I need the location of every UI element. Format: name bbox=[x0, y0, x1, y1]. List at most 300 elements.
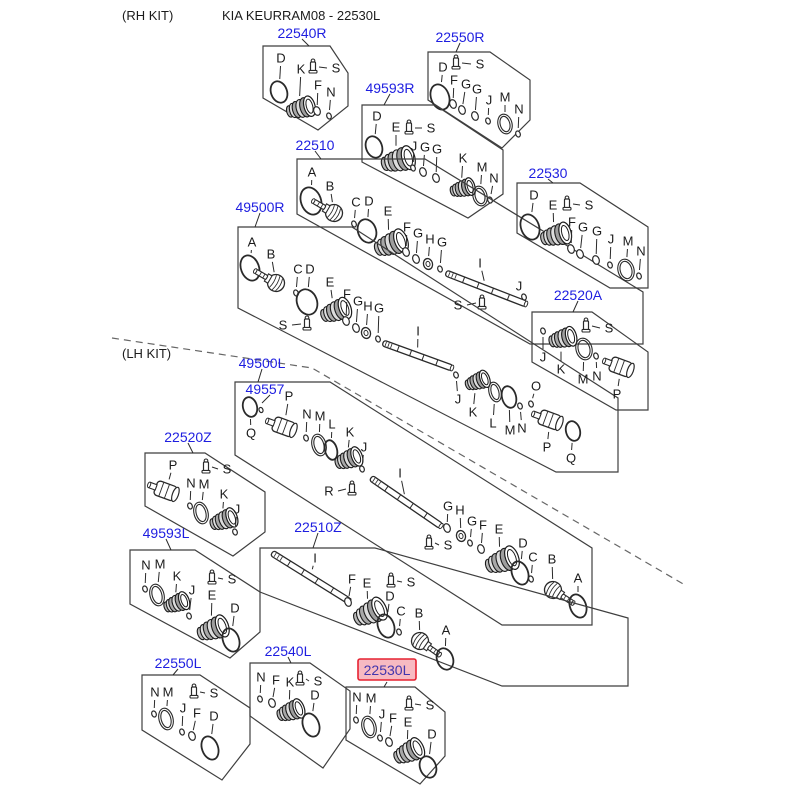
part-letter-M: M bbox=[154, 556, 166, 572]
letter-leader bbox=[581, 235, 582, 248]
letter-leader bbox=[532, 565, 533, 573]
part-letter-I: I bbox=[478, 255, 482, 271]
part-letter-J: J bbox=[454, 391, 462, 407]
part-letter-F: F bbox=[343, 286, 351, 302]
letter-leader bbox=[176, 584, 177, 592]
part-letter-G: G bbox=[352, 293, 364, 309]
bolt-icon bbox=[563, 196, 571, 210]
letter-leader bbox=[471, 529, 472, 537]
part-letter-B: B bbox=[414, 605, 424, 621]
small-ring-glyph bbox=[515, 130, 521, 137]
ring-glyph bbox=[564, 420, 583, 443]
letter-leader bbox=[329, 100, 330, 110]
bolt-icon bbox=[303, 316, 311, 330]
part-letter-C: C bbox=[293, 261, 303, 277]
part-letter-D: D bbox=[385, 588, 395, 604]
letter-leader bbox=[596, 239, 597, 254]
bolt-icon bbox=[309, 59, 317, 73]
small-ring-glyph bbox=[353, 716, 359, 723]
part-letter-Q: Q bbox=[565, 450, 577, 466]
bolt-icon bbox=[387, 573, 395, 587]
part-number-label-49500L[interactable]: 49500L bbox=[238, 355, 286, 371]
bolt-icon bbox=[202, 459, 210, 473]
part-letter-A: A bbox=[307, 164, 317, 180]
small-ring-glyph bbox=[636, 272, 642, 279]
part-letter-F: F bbox=[193, 705, 201, 721]
bolt-icon bbox=[425, 535, 433, 549]
part-letter-C: C bbox=[528, 549, 538, 565]
bolt-icon bbox=[208, 570, 216, 584]
part-letter-J: J bbox=[485, 92, 493, 108]
part-letter-I: I bbox=[313, 550, 317, 566]
letter-leader bbox=[338, 489, 346, 491]
part-letter-J: J bbox=[188, 582, 196, 598]
part-letter-N: N bbox=[636, 243, 646, 259]
part-number-label-22520A[interactable]: 22520A bbox=[553, 287, 603, 303]
part-letter-G: G bbox=[436, 234, 448, 250]
bolt-icon bbox=[478, 295, 486, 309]
part-letter-M: M bbox=[314, 408, 326, 424]
part-number-label-22550L[interactable]: 22550L bbox=[154, 655, 202, 671]
part-letter-S: S bbox=[425, 697, 435, 713]
small-ring-glyph bbox=[607, 261, 613, 268]
part-letter-M: M bbox=[504, 422, 516, 438]
letter-leader bbox=[462, 166, 463, 178]
letter-leader bbox=[158, 572, 159, 582]
letter-leader bbox=[532, 203, 533, 212]
part-number-label-22550R[interactable]: 22550R bbox=[435, 29, 485, 45]
part-letter-D: D bbox=[209, 708, 219, 724]
letter-leader bbox=[313, 703, 314, 711]
letter-leader bbox=[494, 404, 495, 415]
label-leader bbox=[313, 533, 318, 548]
letter-leader bbox=[481, 175, 482, 184]
small-ring-glyph bbox=[457, 105, 466, 115]
letter-leader bbox=[190, 598, 191, 610]
part-letter-G: G bbox=[419, 139, 431, 155]
letter-leader bbox=[416, 241, 417, 253]
part-letter-J: J bbox=[410, 138, 418, 154]
part-letter-S: S bbox=[475, 56, 485, 72]
part-letter-N: N bbox=[514, 101, 524, 117]
small-ring-glyph bbox=[528, 400, 534, 407]
bolt-icon bbox=[582, 318, 590, 332]
ring-glyph bbox=[198, 734, 221, 762]
letter-leader bbox=[306, 679, 309, 681]
letter-leader bbox=[312, 566, 313, 569]
part-letter-M: M bbox=[198, 476, 210, 492]
small-ring-glyph bbox=[431, 173, 440, 183]
part-number-label-49593L[interactable]: 49593L bbox=[142, 525, 190, 541]
ring-glyph bbox=[241, 396, 260, 419]
part-letter-J: J bbox=[539, 349, 547, 365]
part-letter-N: N bbox=[256, 669, 266, 685]
letter-leader bbox=[348, 440, 349, 448]
part-letter-D: D bbox=[518, 535, 528, 551]
bolt-icon bbox=[296, 671, 304, 685]
ring-glyph bbox=[156, 707, 175, 732]
small-ring-glyph bbox=[267, 698, 276, 708]
small-ring-glyph bbox=[411, 254, 420, 264]
part-letter-G: G bbox=[466, 513, 478, 529]
part-letter-E: E bbox=[494, 521, 504, 537]
part-letter-D: D bbox=[310, 687, 320, 703]
outer-joint-glyph bbox=[308, 193, 346, 225]
letter-leader bbox=[273, 688, 275, 697]
small-ring-glyph bbox=[442, 523, 451, 533]
part-letter-B: B bbox=[547, 551, 557, 567]
bolt-icon bbox=[452, 55, 460, 69]
part-letter-M: M bbox=[365, 690, 377, 706]
letter-leader bbox=[356, 309, 357, 322]
bushing-glyph bbox=[360, 327, 372, 340]
letter-leader bbox=[331, 290, 332, 298]
letter-leader bbox=[521, 412, 522, 420]
ring-glyph bbox=[499, 385, 518, 410]
letter-leader bbox=[300, 77, 301, 96]
part-letter-A: A bbox=[573, 570, 583, 586]
letter-leader bbox=[296, 277, 297, 287]
letter-leader bbox=[533, 394, 534, 399]
small-ring-glyph bbox=[326, 112, 332, 119]
letter-leader bbox=[548, 432, 549, 439]
part-letter-H: H bbox=[455, 502, 465, 518]
part-letter-N: N bbox=[592, 368, 602, 384]
small-ring-glyph bbox=[566, 244, 575, 254]
part-letter-F: F bbox=[450, 72, 458, 88]
letter-leader bbox=[397, 581, 402, 582]
letter-leader bbox=[402, 481, 405, 494]
cv-boot-glyph bbox=[547, 325, 579, 352]
part-letter-N: N bbox=[141, 557, 151, 573]
letter-leader bbox=[218, 578, 223, 579]
part-number-label-49500R[interactable]: 49500R bbox=[235, 199, 285, 215]
part-letter-S: S bbox=[443, 537, 453, 553]
label-leader bbox=[384, 682, 387, 687]
cv-boot-glyph bbox=[390, 735, 428, 768]
part-letter-G: G bbox=[471, 81, 483, 97]
letter-leader bbox=[272, 262, 274, 272]
letter-leader bbox=[355, 210, 356, 218]
letter-leader bbox=[292, 324, 301, 325]
axle-shaft-glyph bbox=[369, 476, 444, 530]
part-letter-E: E bbox=[548, 197, 558, 213]
letter-leader bbox=[429, 247, 430, 256]
small-ring-glyph bbox=[257, 695, 263, 702]
small-ring-glyph bbox=[467, 539, 473, 546]
part-number-label-22530[interactable]: 22530 bbox=[528, 165, 568, 181]
letter-leader bbox=[415, 704, 421, 705]
letter-leader bbox=[370, 706, 371, 714]
letter-leader bbox=[462, 63, 471, 64]
letter-leader bbox=[378, 316, 379, 333]
small-ring-glyph bbox=[437, 265, 443, 272]
part-letter-K: K bbox=[458, 150, 468, 166]
part-letter-N: N bbox=[302, 406, 312, 422]
letter-leader bbox=[193, 721, 195, 730]
letter-leader bbox=[430, 742, 431, 754]
part-letter-Q: Q bbox=[245, 425, 257, 441]
part-letter-B: B bbox=[266, 246, 276, 262]
ring-glyph bbox=[297, 184, 325, 217]
part-letter-G: G bbox=[591, 223, 603, 239]
part-letter-C: C bbox=[396, 603, 406, 619]
part-letter-F: F bbox=[568, 214, 576, 230]
ring-glyph bbox=[237, 253, 263, 284]
small-ring-glyph bbox=[359, 465, 365, 472]
part-letter-G: G bbox=[577, 219, 589, 235]
letter-leader bbox=[592, 326, 600, 328]
part-letter-M: M bbox=[499, 89, 511, 105]
part-letter-G: G bbox=[412, 225, 424, 241]
part-letter-H: H bbox=[363, 298, 373, 314]
letter-leader bbox=[233, 616, 234, 626]
small-ring-glyph bbox=[187, 502, 193, 509]
part-letter-F: F bbox=[314, 77, 322, 93]
letter-leader bbox=[202, 492, 203, 500]
letter-leader bbox=[456, 381, 457, 391]
page-title: KIA KEURRAM08 - 22530L bbox=[222, 8, 381, 23]
letter-leader bbox=[286, 404, 288, 415]
part-letter-K: K bbox=[285, 674, 295, 690]
part-letter-P: P bbox=[542, 439, 552, 455]
part-letter-N: N bbox=[326, 84, 336, 100]
letter-leader bbox=[627, 249, 628, 257]
letter-leader bbox=[463, 92, 465, 104]
bolt-icon bbox=[405, 696, 413, 710]
small-ring-glyph bbox=[575, 249, 584, 259]
part-letter-G: G bbox=[431, 141, 443, 157]
part-letter-K: K bbox=[345, 424, 355, 440]
outer-joint-glyph bbox=[408, 629, 446, 662]
part-letter-I: I bbox=[398, 465, 402, 481]
part-number-label-22510Z[interactable]: 22510Z bbox=[294, 519, 342, 535]
small-ring-glyph bbox=[485, 117, 491, 124]
letter-leader bbox=[400, 619, 401, 626]
part-letter-B: B bbox=[325, 178, 335, 194]
part-letter-A: A bbox=[247, 234, 257, 250]
part-letter-F: F bbox=[479, 517, 487, 533]
letter-leader bbox=[573, 204, 580, 205]
letter-leader bbox=[491, 186, 492, 194]
part-letter-S: S bbox=[227, 571, 237, 587]
letter-leader bbox=[475, 97, 476, 110]
letter-leader bbox=[212, 467, 218, 469]
letter-leader bbox=[436, 157, 437, 172]
part-number-label-49593R[interactable]: 49593R bbox=[365, 80, 415, 96]
part-letter-K: K bbox=[296, 61, 306, 77]
letter-leader bbox=[368, 209, 369, 217]
part-letter-E: E bbox=[391, 119, 401, 135]
part-letter-G: G bbox=[460, 76, 472, 92]
part-letter-D: D bbox=[427, 726, 437, 742]
letter-leader bbox=[200, 692, 205, 693]
small-ring-glyph bbox=[187, 731, 196, 741]
part-letter-J: J bbox=[515, 278, 523, 294]
bushing-glyph bbox=[455, 530, 467, 543]
part-letter-R: R bbox=[324, 483, 334, 499]
ring-glyph bbox=[517, 212, 543, 243]
part-letter-P: P bbox=[168, 457, 178, 473]
bolt-icon bbox=[190, 684, 198, 698]
part-letter-J: J bbox=[378, 706, 386, 722]
small-ring-glyph bbox=[375, 335, 381, 342]
inner-joint-glyph bbox=[600, 353, 636, 378]
ring-glyph bbox=[363, 134, 386, 160]
letter-leader bbox=[331, 194, 332, 202]
small-ring-glyph bbox=[258, 407, 263, 413]
small-ring-glyph bbox=[377, 734, 383, 741]
small-ring-glyph bbox=[517, 402, 523, 409]
letter-leader bbox=[618, 379, 619, 386]
part-letter-P: P bbox=[612, 386, 622, 402]
cv-boot-glyph bbox=[161, 590, 192, 616]
small-ring-glyph bbox=[384, 737, 393, 747]
ring-glyph bbox=[268, 79, 291, 105]
part-letter-F: F bbox=[348, 571, 356, 587]
letter-leader bbox=[482, 271, 484, 281]
letter-leader bbox=[367, 314, 368, 325]
part-number-label-22540R[interactable]: 22540R bbox=[277, 25, 327, 41]
part-letter-S: S bbox=[278, 317, 288, 333]
letter-leader bbox=[639, 259, 640, 270]
part-letter-N: N bbox=[186, 475, 196, 491]
part-letter-O: O bbox=[530, 378, 542, 394]
letter-leader bbox=[169, 473, 171, 480]
part-letter-J: J bbox=[233, 501, 241, 517]
letter-leader bbox=[380, 722, 381, 732]
bolt-icon bbox=[348, 481, 356, 495]
small-ring-glyph bbox=[186, 612, 192, 619]
part-letter-M: M bbox=[622, 233, 634, 249]
inner-joint-glyph bbox=[263, 413, 299, 438]
part-letter-K: K bbox=[172, 568, 182, 584]
label-leader bbox=[255, 213, 260, 227]
part-letter-S: S bbox=[584, 197, 594, 213]
part-letter-S: S bbox=[406, 574, 416, 590]
part-number-label-22540L[interactable]: 22540L bbox=[264, 643, 312, 659]
part-letter-F: F bbox=[403, 219, 411, 235]
part-letter-S: S bbox=[331, 60, 341, 76]
part-letter-E: E bbox=[207, 587, 217, 603]
part-letter-S: S bbox=[604, 320, 614, 336]
small-ring-glyph bbox=[351, 323, 360, 333]
part-letter-D: D bbox=[364, 193, 374, 209]
small-ring-glyph bbox=[453, 371, 459, 378]
part-letter-J: J bbox=[179, 700, 187, 716]
part-letter-S: S bbox=[209, 685, 219, 701]
letter-leader bbox=[308, 277, 309, 287]
small-ring-glyph bbox=[470, 111, 479, 121]
part-letter-D: D bbox=[529, 187, 539, 203]
part-number-label-22520Z[interactable]: 22520Z bbox=[164, 429, 212, 445]
bolt-icon bbox=[405, 120, 413, 134]
inner-joint-glyph bbox=[529, 406, 565, 431]
part-letter-N: N bbox=[517, 420, 527, 436]
part-letter-E: E bbox=[325, 274, 335, 290]
small-ring-glyph bbox=[303, 434, 309, 441]
letter-leader bbox=[572, 443, 573, 450]
part-letter-S: S bbox=[222, 461, 232, 477]
part-letter-E: E bbox=[403, 714, 413, 730]
part-letter-D: D bbox=[276, 50, 286, 66]
small-ring-glyph bbox=[418, 167, 427, 177]
letter-leader bbox=[441, 75, 442, 82]
part-letter-D: D bbox=[305, 261, 315, 277]
part-letter-E: E bbox=[362, 575, 372, 591]
part-letter-A: A bbox=[441, 622, 451, 638]
part-letter-I: I bbox=[416, 323, 420, 339]
letter-leader bbox=[319, 67, 327, 68]
letter-leader bbox=[390, 726, 392, 736]
letter-leader bbox=[435, 543, 439, 545]
letter-leader bbox=[521, 551, 522, 559]
letter-leader bbox=[423, 155, 424, 166]
part-letter-F: F bbox=[389, 710, 397, 726]
ring-glyph bbox=[496, 113, 515, 136]
part-letter-H: H bbox=[425, 231, 435, 247]
letter-leader bbox=[375, 124, 376, 134]
letter-leader bbox=[481, 533, 482, 543]
part-letter-C: C bbox=[351, 194, 361, 210]
part-letter-P: P bbox=[284, 388, 294, 404]
small-ring-glyph bbox=[142, 585, 148, 592]
ring-glyph bbox=[191, 501, 210, 526]
part-letter-L: L bbox=[489, 415, 497, 431]
part-letter-N: N bbox=[150, 684, 160, 700]
small-ring-glyph bbox=[179, 728, 185, 735]
part-letter-D: D bbox=[372, 108, 382, 124]
inner-joint-glyph bbox=[145, 477, 181, 502]
part-number-sublabel[interactable]: 49557 bbox=[245, 381, 285, 397]
part-letter-G: G bbox=[442, 498, 454, 514]
part-letter-J: J bbox=[360, 439, 368, 455]
letter-leader bbox=[440, 250, 441, 263]
part-letter-M: M bbox=[162, 684, 174, 700]
rh-kit-heading: (RH KIT) bbox=[122, 8, 174, 23]
part-letter-J: J bbox=[607, 231, 615, 247]
small-ring-glyph bbox=[476, 544, 485, 554]
part-number-label-22530L[interactable]: 22530L bbox=[363, 662, 411, 678]
part-letter-S: S bbox=[453, 297, 463, 313]
part-letter-S: S bbox=[426, 120, 436, 136]
small-ring-glyph bbox=[528, 575, 534, 582]
part-letter-K: K bbox=[468, 404, 478, 420]
part-letter-N: N bbox=[352, 689, 362, 705]
small-ring-glyph bbox=[591, 255, 600, 265]
letter-leader bbox=[388, 604, 389, 612]
kit-box-22510Z bbox=[260, 548, 628, 686]
small-ring-glyph bbox=[151, 710, 157, 717]
bushing-glyph bbox=[422, 258, 434, 271]
small-ring-glyph bbox=[396, 628, 402, 635]
small-ring-glyph bbox=[540, 327, 546, 334]
part-letter-M: M bbox=[476, 159, 488, 175]
axle-shaft-glyph bbox=[270, 550, 351, 604]
part-letter-K: K bbox=[556, 361, 566, 377]
part-letter-L: L bbox=[328, 416, 336, 432]
cv-boot-glyph bbox=[284, 95, 317, 123]
part-letter-D: D bbox=[230, 600, 240, 616]
letter-leader bbox=[349, 587, 351, 596]
cv-boot-glyph bbox=[463, 369, 493, 394]
letter-leader bbox=[212, 724, 213, 734]
part-letter-D: D bbox=[438, 59, 448, 75]
part-letter-M: M bbox=[577, 371, 589, 387]
lh-kit-heading: (LH KIT) bbox=[122, 346, 172, 361]
part-number-label-22510[interactable]: 22510 bbox=[295, 137, 335, 153]
small-ring-glyph bbox=[232, 528, 238, 535]
